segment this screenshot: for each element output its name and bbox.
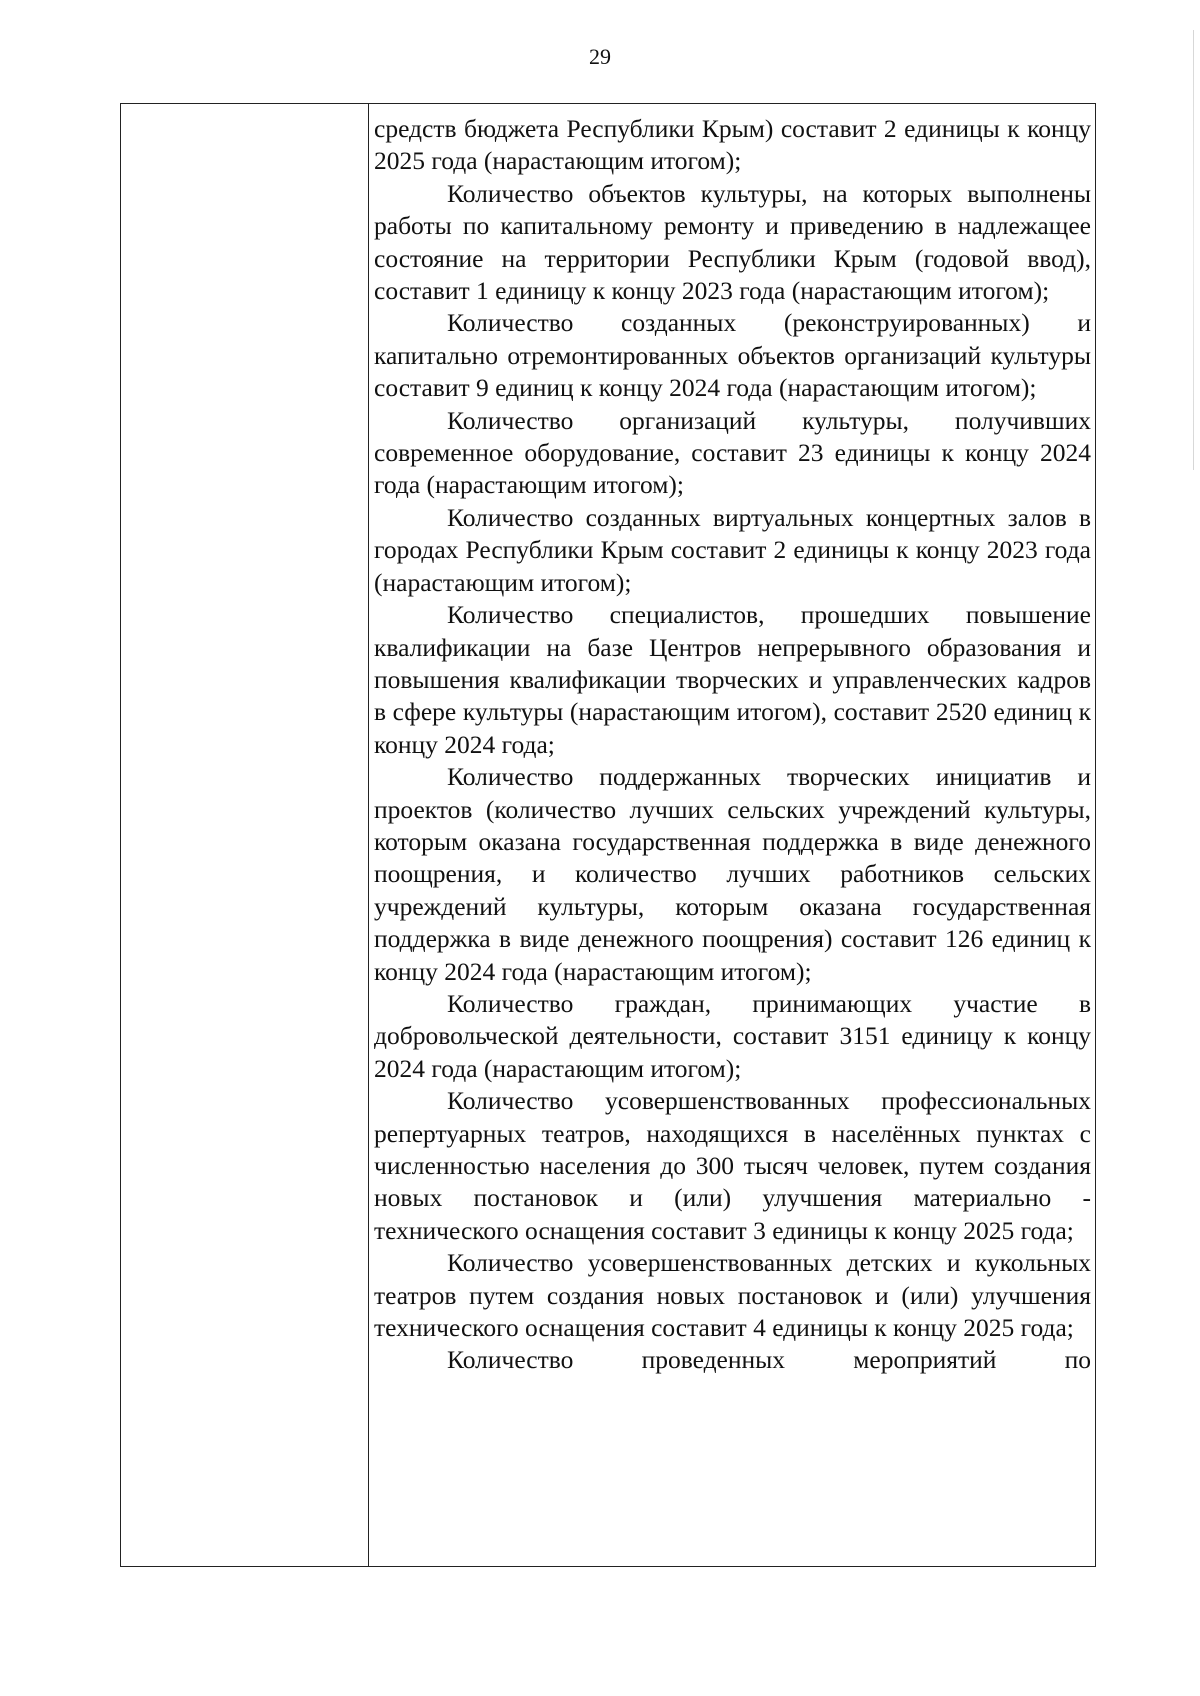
document-table: [120, 103, 1096, 1567]
paragraph-creative-initiatives: Количество поддержанных творческих инициатив и проектов (количество лучших сельских учреждений культуры, которым оказана государственная поддержка в виде денежного поощрения, и количество лучших работников сельских учреждений культуры, которым оказана государственная поддержка в виде денежного поощрения) составит 126 единиц к концу 2024 года (нарастающим итогом);: [374, 762, 1091, 986]
paragraph-virtual-concert-halls: Количество созданных виртуальных концертных залов в городах Республики Крым составит 2 единицы к концу 2023 года (нарастающим итогом);: [374, 502, 1091, 597]
table-left-cell: [121, 104, 369, 1566]
paragraph-specialists-training: Количество специалистов, прошедших повышение квалификации на базе Центров непрерывного образования и повышения квалификации творческих и управленческих кадров в сфере культуры (нарастающим итогом), составит 2520 единиц к концу 2024 года;: [374, 600, 1091, 759]
paragraph-modern-equipment: Количество организаций культуры, получивших современное оборудование, составит 23 единицы к концу 2024 года (нарастающим итогом);: [374, 405, 1091, 500]
scan-edge-line: [1193, 30, 1194, 470]
paragraph-continuation: средств бюджета Республики Крым) составит 2 единицы к концу 2025 года (нарастающим итогом);: [374, 114, 1091, 176]
paragraph-reconstructed-objects: Количество созданных (реконструированных) и капитально отремонтированных объектов организаций культуры составит 9 единиц к концу 2024 года (нарастающим итогом);: [374, 308, 1091, 403]
paragraph-culture-objects-repair: Количество объектов культуры, на которых выполнены работы по капитальному ремонту и приведению в надлежащее состояние на территории Республики Крым (годовой ввод), составит 1 единицу к концу 2023 года (нарастающим итогом);: [374, 178, 1091, 306]
paragraph-puppet-theatres: Количество усовершенствованных детских и кукольных театров путем создания новых постановок и (или) улучшения технического оснащения составит 4 единицы к концу 2025 года;: [374, 1248, 1091, 1343]
page-number: 29: [589, 44, 611, 69]
paragraph-repertory-theatres: Количество усовершенствованных профессиональных репертуарных театров, находящихся в населённых пунктах с численностью населения до 300 тысяч человек, путем создания новых постановок и (или) улучшения материально - технического оснащения составит 3 единицы к концу 2025 года;: [374, 1086, 1091, 1245]
table-right-cell: [369, 104, 1095, 1566]
paragraph-events-start: Количество проведенных мероприятий по: [447, 1345, 1091, 1375]
paragraph-volunteers: Количество граждан, принимающих участие в добровольческой деятельности, составит 3151 единицу к концу 2024 года (нарастающим итогом);: [374, 988, 1091, 1083]
